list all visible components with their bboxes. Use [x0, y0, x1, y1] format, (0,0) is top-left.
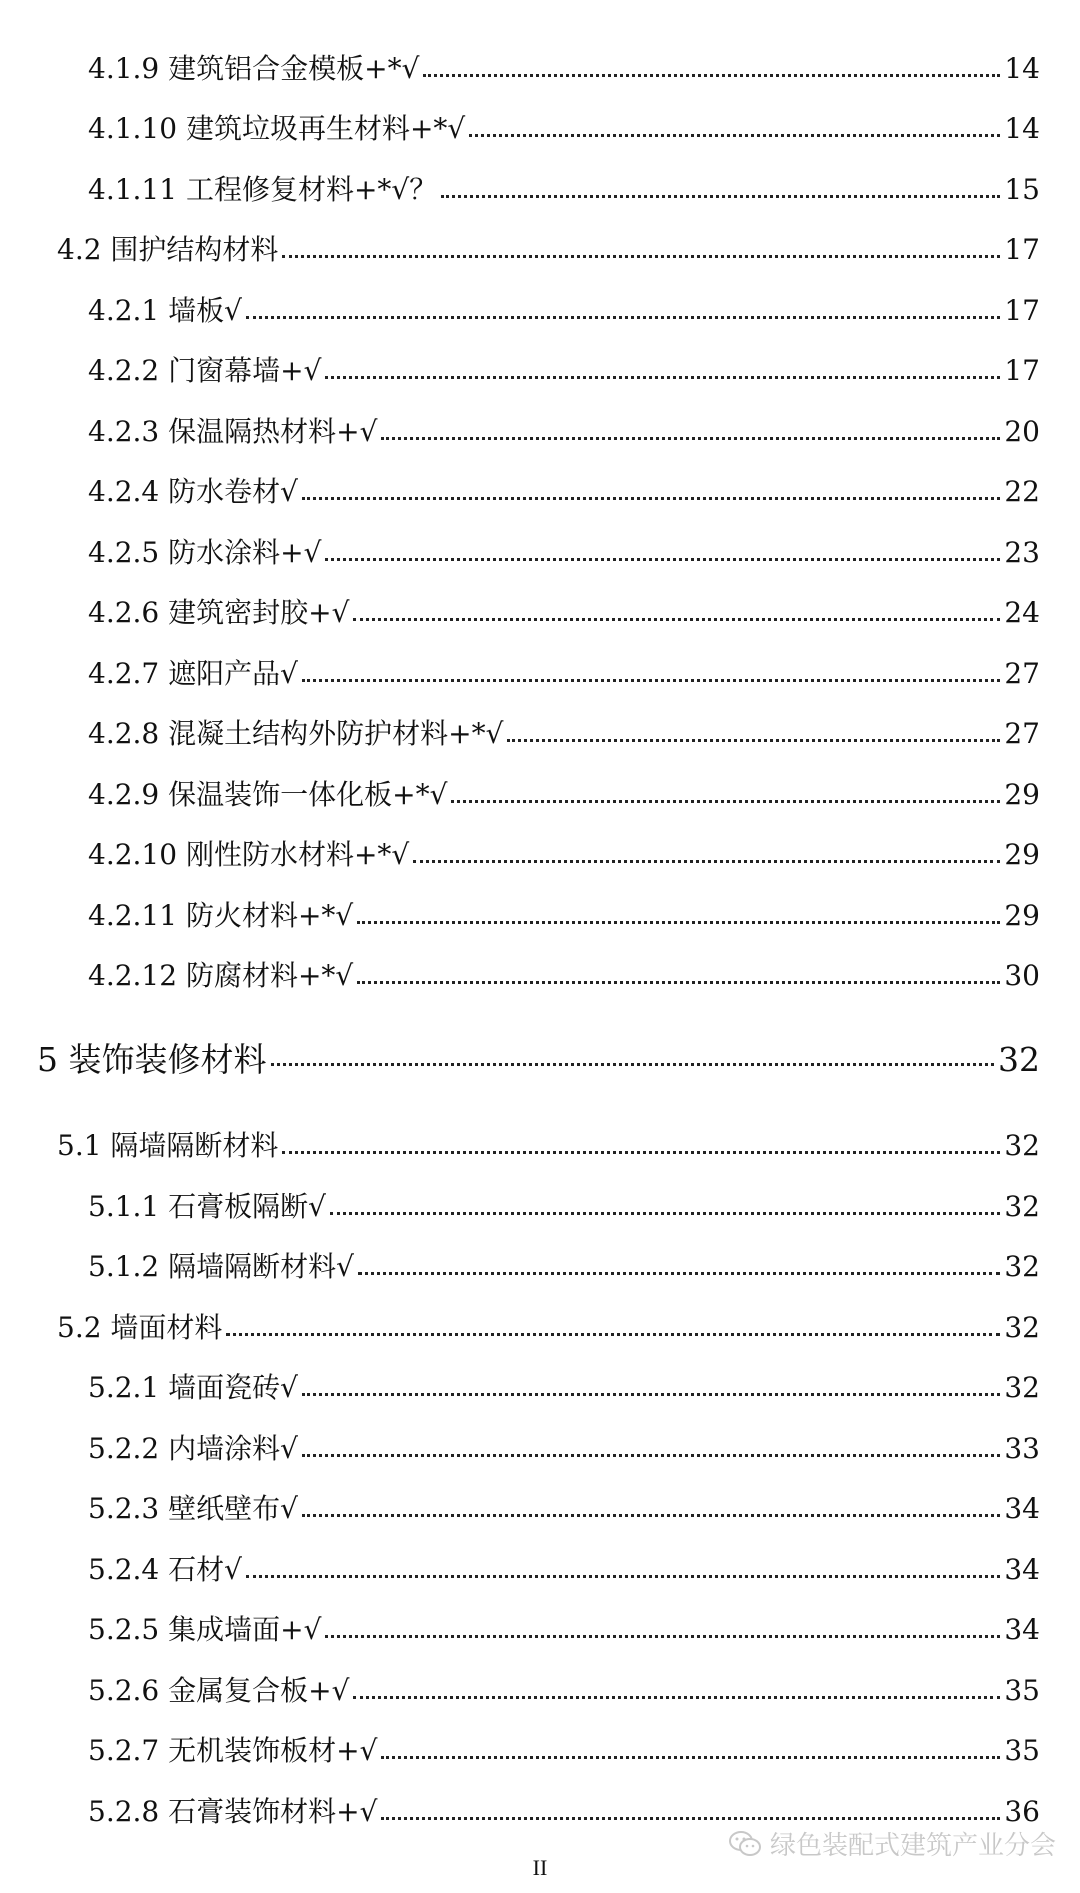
dot-leader — [423, 73, 1000, 77]
toc-entry[interactable] — [0, 1080, 1080, 1166]
toc-entry-page: 32 — [998, 1040, 1040, 1079]
toc-entry-label: 5.2.1 墙面瓷砖√ — [88, 1371, 298, 1404]
toc-entry-label: 4.1.10 建筑垃圾再生材料+*√ — [88, 112, 466, 145]
toc-entry-page: 34 — [1004, 1552, 1040, 1586]
dot-leader — [325, 375, 1000, 379]
toc-entry-page: 32 — [1004, 1250, 1040, 1283]
dot-leader — [441, 194, 1000, 198]
toc-entry[interactable] — [0, 270, 1080, 331]
toc-entry-page: 29 — [1004, 898, 1040, 932]
toc-entry-label: 4.1.11 工程修复材料+*√？ — [88, 172, 438, 206]
toc-entry-page: 15 — [1004, 172, 1040, 206]
toc-entry-page: 17 — [1004, 354, 1040, 387]
toc-entry[interactable] — [0, 633, 1080, 694]
toc-entry-page: 20 — [1004, 414, 1040, 448]
toc-entry[interactable] — [0, 875, 1080, 936]
dot-leader — [357, 920, 1000, 924]
dot-leader — [357, 980, 1000, 984]
toc-entry[interactable] — [0, 210, 1080, 271]
toc-entry[interactable] — [0, 1469, 1080, 1530]
toc-entry-page: 17 — [1004, 293, 1040, 327]
dot-leader — [353, 617, 1000, 621]
toc-entry[interactable] — [0, 149, 1080, 210]
toc-entry-page: 33 — [1004, 1431, 1040, 1465]
dot-leader — [302, 496, 1000, 500]
toc-entry-label: 5.1 隔墙隔断材料 — [57, 1129, 279, 1162]
dot-leader — [451, 799, 1000, 803]
toc-entry-label: 5.2.6 金属复合板+√ — [88, 1673, 350, 1707]
toc-entry-page: 27 — [1004, 656, 1040, 690]
wechat-icon — [728, 1829, 762, 1859]
dot-leader — [353, 1695, 1000, 1699]
toc-entry-label: 5.2.2 内墙涂料√ — [88, 1431, 298, 1465]
toc-entry-page: 36 — [1004, 1794, 1040, 1828]
watermark — [728, 1825, 1056, 1862]
table-of-contents — [0, 28, 1080, 1832]
toc-entry-label: 4.2.12 防腐材料+*√ — [88, 959, 354, 992]
toc-entry-label: 4.2.5 防水涂料+√ — [88, 535, 322, 569]
dot-leader — [381, 436, 1000, 440]
page-number: II — [532, 1855, 548, 1880]
toc-entry-label: 4.2.9 保温装饰一体化板+*√ — [88, 777, 448, 811]
toc-entry-label: 4.2.7 遮阳产品√ — [88, 656, 298, 690]
toc-entry-label: 5.2.8 石膏装饰材料+√ — [88, 1794, 378, 1828]
toc-entry-label: 5.2.5 集成墙面+√ — [88, 1613, 322, 1646]
toc-entry[interactable] — [0, 452, 1080, 513]
toc-entry-label: 4.2.10 刚性防水材料+*√ — [88, 838, 410, 871]
dot-leader — [413, 859, 1000, 863]
dot-leader — [358, 1271, 1000, 1275]
dot-leader — [302, 1392, 1000, 1396]
toc-entry-page: 29 — [1004, 777, 1040, 811]
toc-entry-label: 5 装饰装修材料 — [37, 1040, 267, 1079]
dot-leader — [469, 133, 1000, 137]
toc-entry-label: 5.2 墙面材料 — [57, 1310, 223, 1344]
toc-entry-page: 32 — [1004, 1189, 1040, 1223]
toc-entry[interactable] — [0, 1348, 1080, 1409]
toc-entry-label: 4.2.2 门窗幕墙+√ — [88, 354, 322, 387]
toc-entry-label: 5.2.3 壁纸壁布√ — [88, 1492, 298, 1525]
toc-entry[interactable] — [0, 1590, 1080, 1651]
toc-entry-label: 4.2.4 防水卷材√ — [88, 475, 298, 508]
dot-leader — [302, 1513, 1000, 1517]
dot-leader — [226, 1332, 1000, 1336]
dot-leader — [325, 557, 1000, 561]
toc-entry-label: 4.2.3 保温隔热材料+√ — [88, 414, 378, 448]
toc-entry-label: 5.2.7 无机装饰板材+√ — [88, 1734, 378, 1767]
dot-leader — [302, 678, 1000, 682]
toc-entry[interactable] — [0, 936, 1080, 997]
toc-entry[interactable] — [0, 28, 1080, 89]
toc-entry-page: 24 — [1004, 596, 1040, 629]
toc-entry-page: 35 — [1004, 1673, 1040, 1707]
toc-entry[interactable] — [0, 512, 1080, 573]
dot-leader — [381, 1755, 1000, 1759]
toc-entry[interactable] — [0, 1771, 1080, 1832]
toc-entry-page: 29 — [1004, 838, 1040, 871]
toc-entry-page: 34 — [1004, 1613, 1040, 1646]
dot-leader — [507, 738, 1000, 742]
toc-entry[interactable] — [0, 573, 1080, 634]
dot-leader — [282, 1150, 1000, 1154]
toc-entry[interactable] — [0, 1650, 1080, 1711]
toc-entry-page: 30 — [1004, 959, 1040, 992]
toc-entry[interactable] — [0, 1227, 1080, 1288]
toc-entry-page: 22 — [1004, 475, 1040, 508]
toc-entry[interactable] — [0, 1166, 1080, 1227]
toc-entry-page: 35 — [1004, 1734, 1040, 1767]
toc-entry[interactable] — [0, 89, 1080, 150]
dot-leader — [381, 1816, 1000, 1820]
toc-entry-page: 14 — [1004, 51, 1040, 85]
toc-entry[interactable] — [0, 754, 1080, 815]
dot-leader — [271, 1062, 995, 1066]
toc-entry[interactable] — [0, 391, 1080, 452]
toc-entry[interactable] — [0, 996, 1080, 1080]
toc-entry-label: 5.1.2 隔墙隔断材料√ — [88, 1250, 354, 1283]
dot-leader — [302, 1453, 1000, 1457]
toc-entry[interactable] — [0, 815, 1080, 876]
dot-leader — [246, 1574, 1000, 1578]
toc-entry[interactable] — [0, 331, 1080, 392]
toc-entry-label: 4.1.9 建筑铝合金模板+*√ — [88, 51, 420, 85]
toc-entry-page: 32 — [1004, 1371, 1040, 1404]
toc-entry[interactable] — [0, 1287, 1080, 1348]
toc-entry[interactable] — [0, 1711, 1080, 1772]
toc-entry-page: 14 — [1004, 112, 1040, 145]
toc-entry-page: 32 — [1004, 1129, 1040, 1162]
toc-entry[interactable] — [0, 694, 1080, 755]
watermark-text: 绿色装配式建筑产业分会 — [769, 1831, 1056, 1861]
toc-entry-page: 34 — [1004, 1492, 1040, 1525]
dot-leader — [325, 1634, 1000, 1638]
toc-entry[interactable] — [0, 1529, 1080, 1590]
dot-leader — [282, 254, 1000, 258]
toc-entry-page: 27 — [1004, 717, 1040, 750]
dot-leader — [330, 1211, 1000, 1215]
toc-entry-label: 4.2.1 墙板√ — [88, 293, 242, 327]
toc-entry-label: 4.2 围护结构材料 — [57, 233, 279, 266]
dot-leader — [246, 315, 1000, 319]
toc-entry-page: 23 — [1004, 535, 1040, 569]
toc-entry-page: 17 — [1004, 233, 1040, 266]
toc-entry-label: 4.2.8 混凝土结构外防护材料+*√ — [88, 717, 504, 750]
toc-entry-page: 32 — [1004, 1310, 1040, 1344]
toc-entry-label: 4.2.11 防火材料+*√ — [88, 898, 354, 932]
toc-entry-label: 5.2.4 石材√ — [88, 1552, 242, 1586]
toc-entry[interactable] — [0, 1408, 1080, 1469]
toc-entry-label: 5.1.1 石膏板隔断√ — [88, 1189, 326, 1223]
toc-entry-label: 4.2.6 建筑密封胶+√ — [88, 596, 350, 629]
